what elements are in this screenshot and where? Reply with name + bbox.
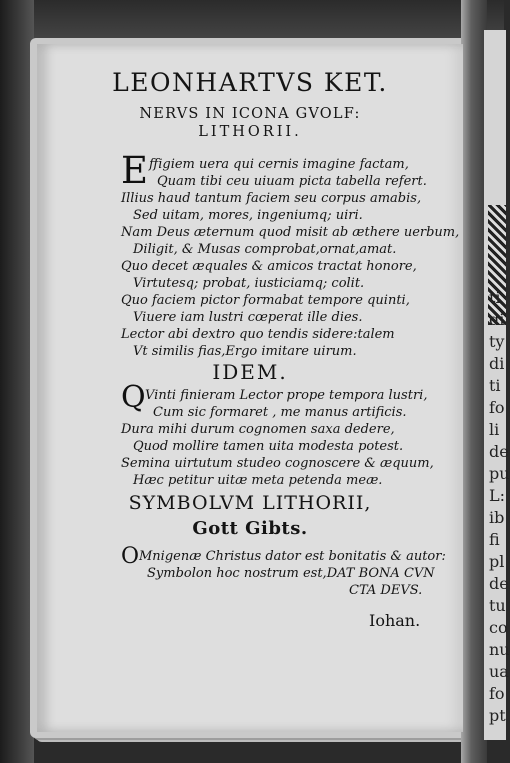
facing-text-fragment: de [489, 442, 509, 461]
verse-line: Diligit, & Musas comprobat,ornat,amat. [133, 242, 397, 257]
drop-capital: E [121, 149, 149, 192]
motto: Gott Gibts. [192, 518, 308, 539]
signature: Iohan. [369, 611, 421, 630]
facing-text-fragment: ty [489, 332, 505, 351]
facing-text-fragment: ua [489, 662, 509, 681]
heading-line-2: NERVS IN ICONA GVOLF: [139, 106, 361, 122]
verse-line: Mnigenæ Christus dator est bonitatis & autor: [139, 549, 446, 564]
book-page [37, 44, 463, 732]
facing-text-fragment: di [489, 310, 505, 329]
verse-line: Quo faciem pictor formabat tempore quinti, [121, 293, 410, 308]
verse-line: Nam Deus æternum quod misit ab æthere uerbum, [121, 225, 460, 240]
facing-text-fragment: di [489, 354, 505, 373]
verse-line: Dura mihi durum cognomen saxa dedere, [121, 422, 395, 437]
drop-capital: Q [121, 380, 146, 415]
facing-text-fragment: L: [489, 486, 506, 505]
facing-text-fragment: fo [489, 398, 505, 417]
woodcut-ornament-fragment [488, 205, 506, 325]
facing-text-fragment: pl [489, 552, 505, 571]
facing-text-fragment: pu [489, 464, 510, 483]
facing-text-fragment: fo [489, 684, 505, 703]
page-text [37, 44, 463, 732]
heading-line-3: LITHORII. [198, 124, 302, 140]
facing-text-fragment: ti [489, 376, 501, 395]
verse-line: ffigiem uera qui cernis imagine factam, [149, 157, 409, 172]
verse-line: Sed uitam, mores, ingeniumq; uiri. [133, 208, 363, 223]
verse-line: Quod mollire tamen uita modesta potest. [133, 439, 404, 454]
verse-line: Vinti finieram Lector prope tempora lustri, [145, 388, 428, 403]
drop-capital: O [121, 544, 140, 569]
section-title-idem: IDEM. [212, 360, 288, 384]
facing-text-fragment: li [489, 420, 500, 439]
verse-line: Quam tibi ceu uiuam picta tabella refert. [157, 174, 427, 189]
verse-line: Quo decet æquales & amicos tractat honore, [121, 259, 417, 274]
verse-line: Lector abi dextro quo tendis sidere:talem [121, 327, 395, 342]
symbolum-title: SYMBOLVM LITHORII, [128, 492, 372, 514]
facing-text-fragment: fi [489, 530, 500, 549]
verse-line: Symbolon hoc nostrum est,DAT BONA CVN [147, 566, 435, 581]
verse-line: Semina uirtutum studeo cognoscere & æquum, [121, 456, 434, 471]
heading-line-1: LEONHARTVS KET. [112, 68, 388, 97]
facing-page-fragment [484, 30, 510, 740]
facing-text-fragment: co [489, 618, 508, 637]
facing-text-fragment: ti [489, 288, 501, 307]
verse-line: Illius haud tantum faciem seu corpus amabis, [121, 191, 422, 206]
facing-text-fragment: nu [489, 640, 510, 659]
verse-line: Vt similis fias,Ergo imitare uirum. [133, 344, 357, 359]
verse-line: Hæc petitur uitæ meta petenda meæ. [133, 473, 383, 488]
verse-line: Cum sic formaret , me manus artificis. [153, 405, 407, 420]
book-binding-left [0, 0, 34, 763]
verse-line: Virtutesq; probat, iusticiamq; colit. [133, 276, 365, 291]
facing-text-fragment: ib [489, 508, 505, 527]
facing-text-fragment: tu [489, 596, 506, 615]
facing-text-fragment: de [489, 574, 509, 593]
facing-text-fragment: pt [489, 706, 506, 725]
verse-line: CTA DEVS. [349, 583, 423, 598]
verse-line: Viuere iam lustri cœperat ille dies. [133, 310, 363, 325]
